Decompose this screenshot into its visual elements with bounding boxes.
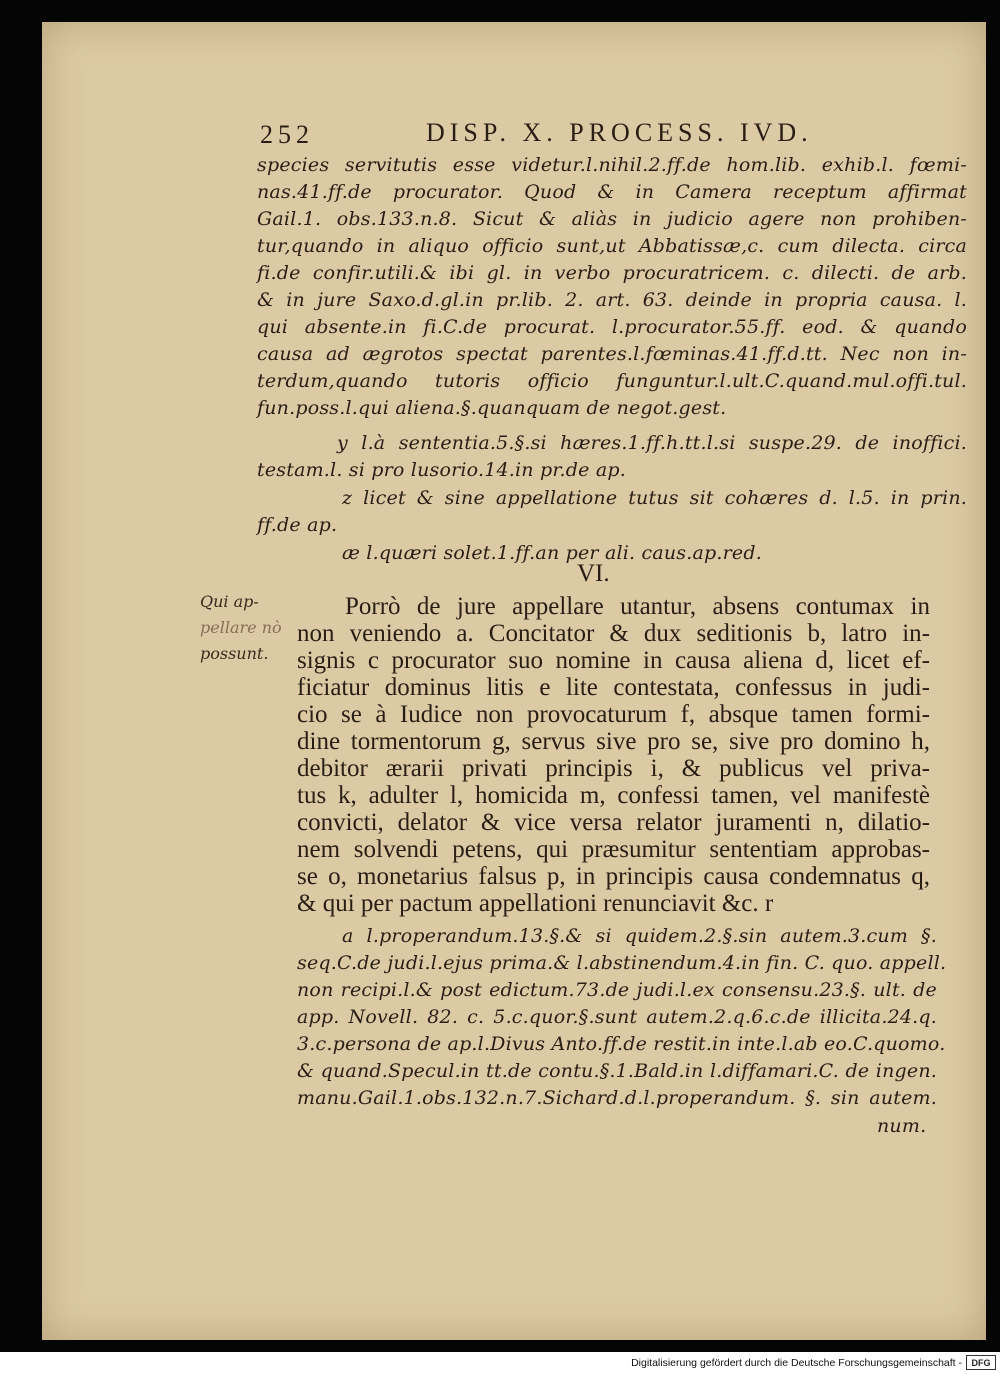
- text-line: dine tormentorum g, servus sive pro se, sive pro domino h,: [297, 728, 930, 755]
- text-line: z licet & sine appellatione tutus sit cohæres d. l.5. in prin.: [342, 487, 967, 509]
- section-heading: VI.: [577, 560, 610, 587]
- text-line: nas.41.ff.de procurator. Quod & in Camera receptum affirmat: [257, 181, 967, 203]
- text-line: ff.de ap.: [257, 514, 338, 536]
- text-line: testam.l. si pro lusorio.14.in pr.de ap.: [257, 459, 626, 481]
- text-line: Gail.1. obs.133.n.8. Sicut & aliàs in judicio agere non prohiben-: [257, 208, 967, 230]
- text-line: nem solvendi petens, qui præsumitur sententiam approbas-: [297, 836, 930, 863]
- running-head: DISP. X. PROCESS. IVD.: [426, 118, 813, 147]
- text-line: non recipi.l.& post edictum.73.de judi.l.ex consensu.23.§. ult. de: [297, 979, 937, 1001]
- book-page: [42, 22, 986, 1340]
- margin-note-line: possunt.: [200, 644, 269, 663]
- text-line: & in jure Saxo.d.gl.in pr.lib. 2. art. 63. deinde in propria causa. l.: [257, 289, 967, 311]
- text-line: æ l.quæri solet.1.ff.an per ali. caus.ap.red.: [342, 542, 762, 564]
- text-line: non veniendo a. Concitator & dux seditionis b, latro in-: [297, 620, 930, 647]
- text-line: y l.à sententia.5.§.si hæres.1.ff.h.tt.l.si suspe.29. de inoffici.: [337, 432, 967, 454]
- text-line: causa ad ægrotos spectat parentes.l.fœminas.41.ff.d.tt. Nec non in-: [257, 343, 967, 365]
- page-text: [42, 22, 986, 1340]
- text-line: ficiatur dominus litis e lite contestata, confessus in judi-: [297, 674, 930, 701]
- text-line: & qui per pactum appellationi renunciavit &c. r: [297, 890, 774, 917]
- footer-credit: Digitalisierung gefördert durch die Deutsche Forschungsgemeinschaft -: [631, 1357, 962, 1369]
- text-line: num.: [877, 1115, 927, 1137]
- text-line: debitor ærarii privati principis i, & publicus vel priva-: [297, 755, 930, 782]
- footer-bar: [0, 1352, 1000, 1374]
- text-line: tus k, adulter l, homicida m, confessi tamen, vel manifestè: [297, 782, 930, 809]
- margin-note-line: Qui ap-: [200, 592, 259, 611]
- text-line: se o, monetarius falsus p, in principis causa condemnatus q,: [297, 863, 930, 890]
- margin-note-line: pellare nò: [200, 618, 282, 637]
- page-number: 252: [260, 120, 314, 149]
- text-line: a l.properandum.13.§.& si quidem.2.§.sin autem.3.cum §.: [342, 925, 937, 947]
- text-line: terdum,quando tutoris officio funguntur.l.ult.C.quand.mul.offi.tul.: [257, 370, 967, 392]
- text-line: signis c procurator suo nomine in causa aliena d, licet ef-: [297, 647, 930, 674]
- dfg-logo: DFG: [966, 1355, 996, 1370]
- text-line: & quand.Specul.in tt.de contu.§.1.Bald.in l.diffamari.C. de ingen.: [297, 1060, 937, 1082]
- text-line: seq.C.de judi.l.ejus prima.& l.abstinendum.4.in fin. C. quo. appell.: [297, 952, 947, 974]
- text-line: 3.c.persona de ap.l.Divus Anto.ff.de restit.in inte.l.ab eo.C.quomo.: [297, 1033, 946, 1055]
- text-line: fun.poss.l.qui aliena.§.quanquam de negot.gest.: [257, 397, 727, 419]
- text-line: convicti, delator & vice versa relator juramenti n, dilatio-: [297, 809, 930, 836]
- text-line: tur,quando in aliquo officio sunt,ut Abbatissæ,c. cum dilecta. circa: [257, 235, 967, 257]
- text-line: Porrò de jure appellare utantur, absens contumax in: [345, 593, 930, 620]
- text-line: species servitutis esse videtur.l.nihil.2.ff.de hom.lib. exhib.l. fœmi-: [257, 154, 967, 176]
- text-line: qui absente.in fi.C.de procurat. l.procurator.55.ff. eod. & quando: [257, 316, 967, 338]
- text-line: app. Novell. 82. c. 5.c.quor.§.sunt autem.2.q.6.c.de illicita.24.q.: [297, 1006, 937, 1028]
- text-line: cio se à Iudice non provocaturum f, absque tamen formi-: [297, 701, 930, 728]
- text-line: fi.de confir.utili.& ibi gl. in verbo procuratricem. c. dilecti. de arb.: [257, 262, 967, 284]
- text-line: manu.Gail.1.obs.132.n.7.Sichard.d.l.properandum. §. sin autem.: [297, 1087, 937, 1109]
